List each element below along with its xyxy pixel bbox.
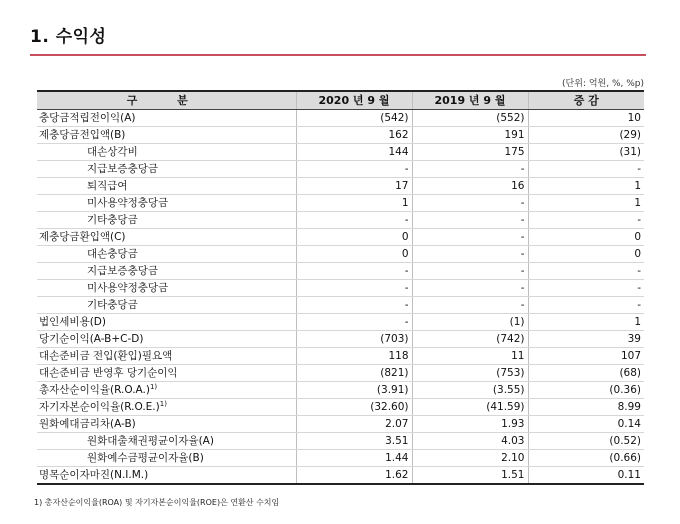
value-2020: 144 xyxy=(296,144,412,161)
table-header-row xyxy=(37,91,644,110)
value-change: (31) xyxy=(528,144,644,161)
value-2019: - xyxy=(412,280,528,297)
value-2019: (41.59) xyxy=(412,399,528,416)
value-2020: (703) xyxy=(296,331,412,348)
value-2019: - xyxy=(412,195,528,212)
value-change: 1 xyxy=(528,314,644,331)
value-change: 0 xyxy=(528,246,644,263)
row-label: 원화예대금리차(A-B) xyxy=(37,416,296,433)
value-2019: (552) xyxy=(412,110,528,127)
value-2019: - xyxy=(412,297,528,314)
value-change: 0.14 xyxy=(528,416,644,433)
table-row xyxy=(37,399,644,416)
value-change: 10 xyxy=(528,110,644,127)
value-2019: 11 xyxy=(412,348,528,365)
value-2020: - xyxy=(296,314,412,331)
table-row xyxy=(37,246,644,263)
value-change: - xyxy=(528,212,644,229)
value-2020: 162 xyxy=(296,127,412,144)
table-row xyxy=(37,263,644,280)
value-change: (0.66) xyxy=(528,450,644,467)
value-2019: (753) xyxy=(412,365,528,382)
row-label: 미사용약정충당금 xyxy=(37,195,296,212)
value-2020: 0 xyxy=(296,246,412,263)
row-label: 원화예수금평균이자율(B) xyxy=(37,450,296,467)
table-row xyxy=(37,297,644,314)
value-2020: 118 xyxy=(296,348,412,365)
title-divider xyxy=(30,54,646,56)
table-row xyxy=(37,110,644,127)
page-title: 1. 수익성 xyxy=(30,27,107,47)
value-change: 8.99 xyxy=(528,399,644,416)
footnote: 1) 총자산순이익율(ROA) 및 자기자본순이익율(ROE)은 연환산 수치임 xyxy=(34,498,280,507)
row-label: 미사용약정충당금 xyxy=(37,280,296,297)
value-2020: (821) xyxy=(296,365,412,382)
value-2020: 2.07 xyxy=(296,416,412,433)
table-row xyxy=(37,229,644,246)
row-label: 명목순이자마진(N.I.M.) xyxy=(37,467,296,485)
table-row xyxy=(37,144,644,161)
footnote-marker: 1) xyxy=(149,383,158,391)
value-2019: 1.51 xyxy=(412,467,528,485)
row-label: 대손상각비 xyxy=(37,144,296,161)
row-label: 자기자본순이익율$(R.O.E.)^{1)}$ xyxy=(37,399,296,416)
row-label: 제충당금전입액(B) xyxy=(37,127,296,144)
header-2020-sep: 2020 년 9 월 xyxy=(296,91,412,110)
value-2020: 1.44 xyxy=(296,450,412,467)
header-2019-sep: 2019 년 9 월 xyxy=(412,91,528,110)
row-label: 충당금적립전이익(A) xyxy=(37,110,296,127)
table-row xyxy=(37,416,644,433)
value-change: 39 xyxy=(528,331,644,348)
table-row xyxy=(37,195,644,212)
row-label: 기타충당금 xyxy=(37,212,296,229)
value-change: 1 xyxy=(528,178,644,195)
table-row xyxy=(37,178,644,195)
value-2019: (3.55) xyxy=(412,382,528,399)
value-2019: - xyxy=(412,229,528,246)
table-row xyxy=(37,161,644,178)
table-row xyxy=(37,382,644,399)
row-label: 퇴직급여 xyxy=(37,178,296,195)
value-2019: 175 xyxy=(412,144,528,161)
value-2019: 2.10 xyxy=(412,450,528,467)
value-2020: - xyxy=(296,280,412,297)
row-label: 총자산순이익율$(R.O.A.)^{1)}$ xyxy=(37,382,296,399)
value-2020: 1.62 xyxy=(296,467,412,485)
value-2019: 16 xyxy=(412,178,528,195)
row-label: 대손충당금 xyxy=(37,246,296,263)
header-category: 구 분 xyxy=(37,91,296,110)
value-change: - xyxy=(528,263,644,280)
table-row xyxy=(37,467,644,485)
value-change: 107 xyxy=(528,348,644,365)
value-2019: (1) xyxy=(412,314,528,331)
value-2020: 0 xyxy=(296,229,412,246)
value-change: (29) xyxy=(528,127,644,144)
value-change: - xyxy=(528,297,644,314)
value-2019: - xyxy=(412,263,528,280)
row-label: 대손준비금 전입(환입)필요액 xyxy=(37,348,296,365)
header-change: 증 감 xyxy=(528,91,644,110)
value-change: (0.36) xyxy=(528,382,644,399)
value-2019: - xyxy=(412,212,528,229)
value-2019: (742) xyxy=(412,331,528,348)
row-label: 원화대출채권평균이자율(A) xyxy=(37,433,296,450)
value-2020: - xyxy=(296,263,412,280)
value-2020: (542) xyxy=(296,110,412,127)
table-row xyxy=(37,365,644,382)
value-2020: (3.91) xyxy=(296,382,412,399)
row-label: 법인세비용(D) xyxy=(37,314,296,331)
row-label: 기타충당금 xyxy=(37,297,296,314)
value-change: (0.52) xyxy=(528,433,644,450)
value-2020: 1 xyxy=(296,195,412,212)
value-2020: - xyxy=(296,161,412,178)
value-change: 0 xyxy=(528,229,644,246)
row-label: 대손준비금 반영후 당기순이익 xyxy=(37,365,296,382)
value-2019: 4.03 xyxy=(412,433,528,450)
row-label: 지급보증충당금 xyxy=(37,263,296,280)
value-change: 0.11 xyxy=(528,467,644,485)
table-row xyxy=(37,331,644,348)
table-row xyxy=(37,314,644,331)
unit-note: (단위: 억원, %, %p) xyxy=(562,79,644,89)
table-row xyxy=(37,348,644,365)
profitability-table xyxy=(37,90,644,485)
value-2020: - xyxy=(296,297,412,314)
row-label: 당기순이익(A-B+C-D) xyxy=(37,331,296,348)
value-change: 1 xyxy=(528,195,644,212)
table-row xyxy=(37,450,644,467)
value-change: (68) xyxy=(528,365,644,382)
table-row xyxy=(37,433,644,450)
value-2020: - xyxy=(296,212,412,229)
value-2020: (32.60) xyxy=(296,399,412,416)
value-2019: 191 xyxy=(412,127,528,144)
table-row xyxy=(37,127,644,144)
row-label: 제충당금환입액(C) xyxy=(37,229,296,246)
value-change: - xyxy=(528,161,644,178)
row-label: 지급보증충당금 xyxy=(37,161,296,178)
value-change: - xyxy=(528,280,644,297)
value-2020: 17 xyxy=(296,178,412,195)
value-2019: - xyxy=(412,246,528,263)
value-2019: 1.93 xyxy=(412,416,528,433)
value-2020: 3.51 xyxy=(296,433,412,450)
table-row xyxy=(37,212,644,229)
value-2019: - xyxy=(412,161,528,178)
footnote-marker: 1) xyxy=(159,400,167,408)
table-row xyxy=(37,280,644,297)
